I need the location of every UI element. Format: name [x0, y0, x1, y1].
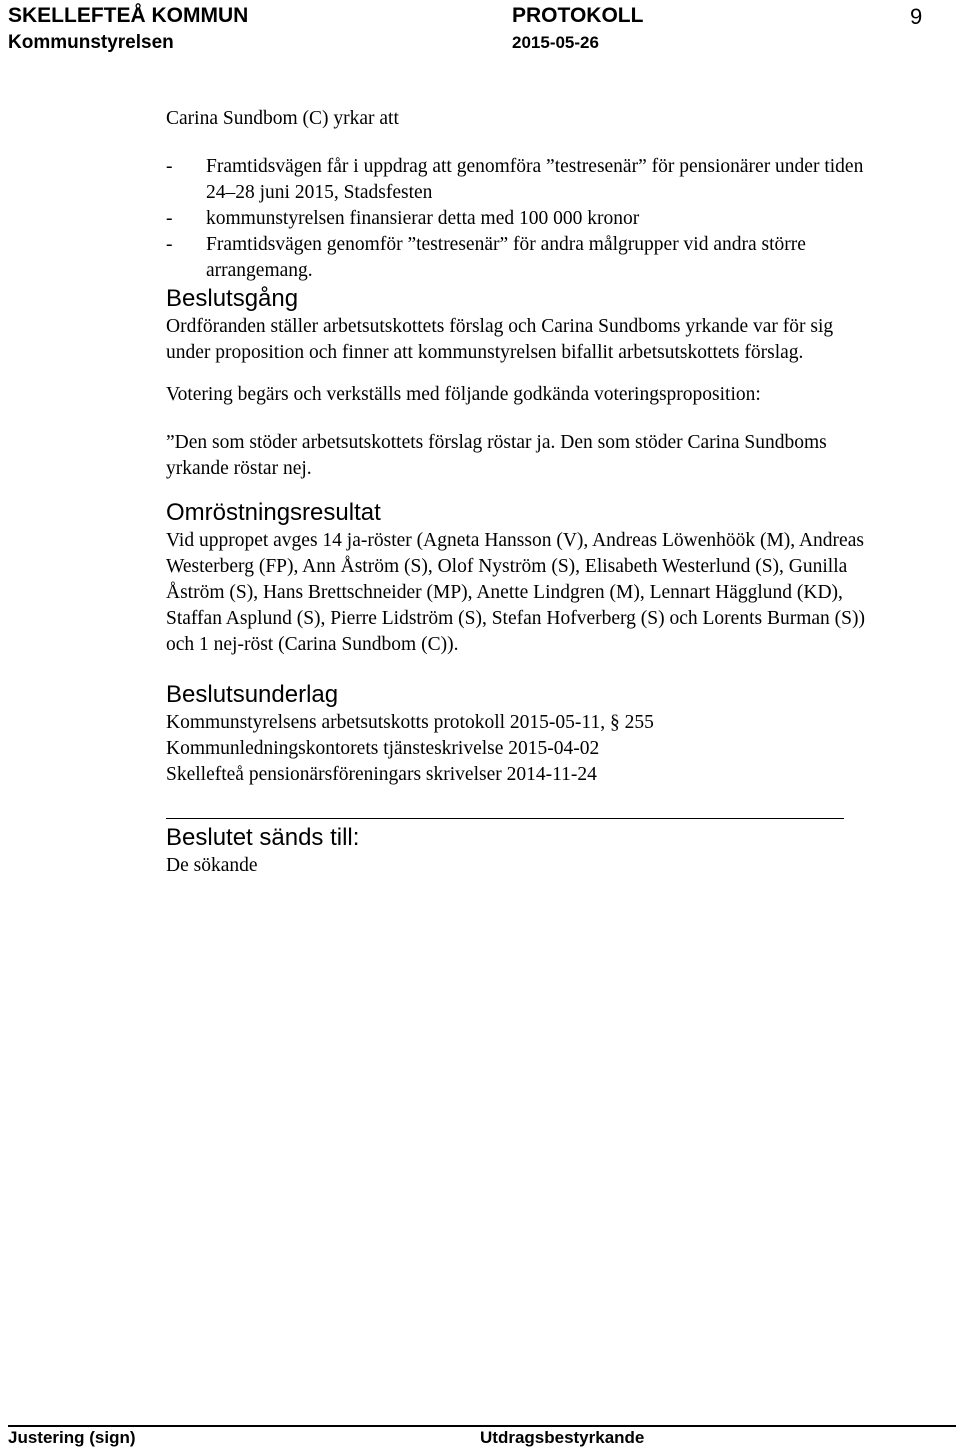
dash-mark: -	[166, 234, 173, 255]
votering-paragraph: Votering begärs och verkställs med följande godkända voteringsproposition:	[166, 384, 761, 405]
list-item-text: Framtidsvägen får i uppdrag att genomföra ”testresenär” för pensionärer under tiden 24–28 juni 2015, Stadsfesten	[206, 156, 864, 203]
document-type: PROTOKOLL	[512, 4, 644, 27]
list-item	[166, 206, 866, 232]
list-item	[166, 154, 866, 206]
omrostning-text: Vid uppropet avges 14 ja-röster (Agneta Hansson (V), Andreas Löwenhöök (M), Andreas Westerberg (FP), Ann Åström (S), Olof Nyström (S), Elisabeth Westerlund (S), Gunilla Åström (S), Hans Brettschneider (MP), Anette Lindgren (M), Lennart Hägglund (KD), Staffan Asplund (S), Pierre Lidström (S), Stefan Hofverberg (S) och Lorents Burman (S)) och 1 nej-röst (Carina Sundbom (C)).	[166, 530, 865, 655]
underlag-item: Kommunledningskontorets tjänsteskrivelse 2015-04-02	[166, 738, 600, 759]
beslutsunderlag-heading: Beslutsunderlag	[166, 681, 339, 708]
list-item-text: Framtidsvägen genomför ”testresenär” för andra målgrupper vid andra större arrangemang.	[206, 234, 806, 281]
beslutsgang-heading: Beslutsgång	[166, 285, 299, 312]
section-divider	[166, 818, 844, 819]
footer-divider	[8, 1425, 956, 1427]
proposal-intro: Carina Sundbom (C) yrkar att	[166, 108, 399, 129]
org-name: SKELLEFTEÅ KOMMUN	[8, 4, 249, 27]
list-item-text: kommunstyrelsen finansierar detta med 100 000 kronor	[206, 208, 640, 229]
underlag-item: Skellefteå pensionärsföreningars skrivelser 2014-11-24	[166, 764, 597, 785]
page-number: 9	[910, 4, 923, 29]
document-body	[166, 106, 866, 879]
proposal-list	[166, 154, 866, 284]
underlag-item: Kommunstyrelsens arbetsutskotts protokoll 2015-05-11, § 255	[166, 712, 654, 733]
footer-justering: Justering (sign)	[8, 1428, 136, 1447]
dash-mark: -	[166, 156, 173, 177]
beslutsgang-paragraph: Ordföranden ställer arbetsutskottets förslag och Carina Sundboms yrkande var för sig under proposition och finner att kommunstyrelsen bifallit arbetsutskottets förslag.	[166, 316, 834, 363]
footer-utdragsbestyrkande: Utdragsbestyrkande	[480, 1428, 645, 1447]
list-item	[166, 232, 866, 284]
dash-mark: -	[166, 208, 173, 229]
voteringsproposition-text: ”Den som stöder arbetsutskottets förslag röstar ja. Den som stöder Carina Sundboms yrkande röstar nej.	[166, 432, 827, 479]
sands-till-heading: Beslutet sänds till:	[166, 824, 360, 851]
meeting-date: 2015-05-26	[512, 33, 599, 52]
body-name: Kommunstyrelsen	[8, 32, 174, 53]
recipient: De sökande	[166, 855, 258, 876]
omrostning-heading: Omröstningsresultat	[166, 499, 381, 526]
